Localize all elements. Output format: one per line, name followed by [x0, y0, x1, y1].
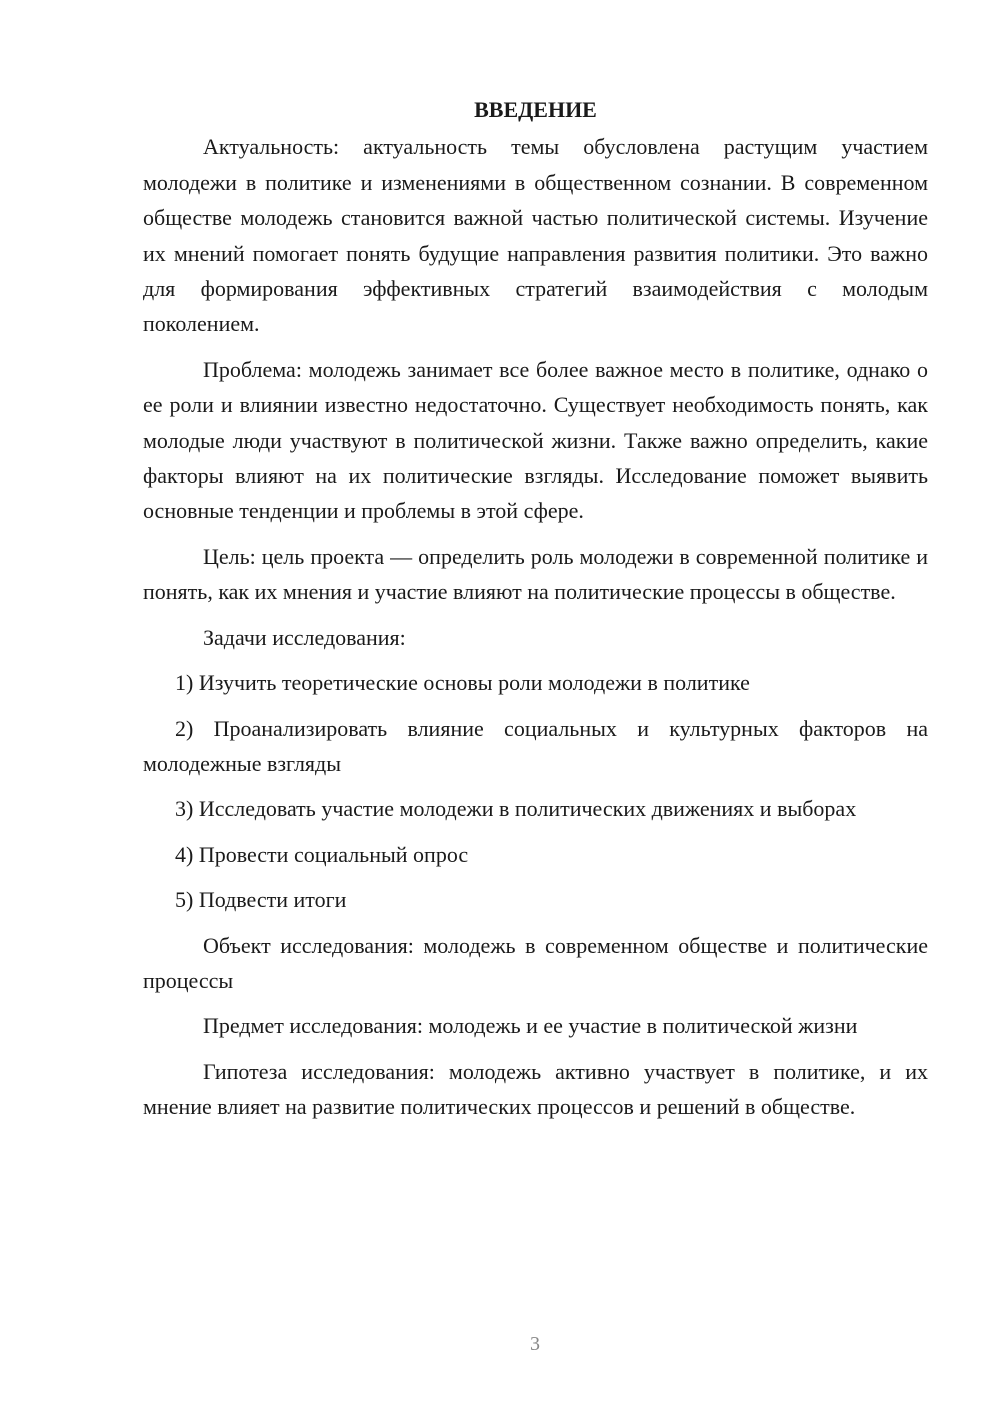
task-item-5: 5) Подвести итоги: [175, 887, 347, 913]
problem-paragraph: Проблема: молодежь занимает все более важное место в политике, однако о ее роли и влиянии известно недостаточно. Существует необходимость понять, как молодые люди участвуют в политической жизни. Также важно определить, какие факторы влияют на их политические взгляды. Исследование поможет выявить основные тенденции и проблемы в этой сфере.: [143, 356, 928, 524]
task-item-2: 2) Проанализировать влияние социальных и культурных факторов на молодежные взгляды: [143, 715, 928, 776]
page-number: 3: [530, 1333, 540, 1355]
tasks-heading: Задачи исследования:: [203, 624, 406, 650]
subject-paragraph: Предмет исследования: молодежь и ее участие в политической жизни: [203, 1013, 858, 1039]
goal-paragraph: Цель: цель проекта — определить роль молодежи в современной политике и понять, как их мнения и участие влияют на политические процессы в обществе.: [143, 543, 928, 605]
task-item-3: 3) Исследовать участие молодежи в политических движениях и выборах: [175, 796, 857, 822]
document-page: [143, 92, 928, 1135]
object-paragraph: Объект исследования: молодежь в современном обществе и политические процессы: [143, 932, 928, 993]
task-item-1: 1) Изучить теоретические основы роли молодежи в политике: [175, 670, 750, 696]
section-title: ВВЕДЕНИЕ: [474, 97, 597, 122]
hypothesis-paragraph: Гипотеза исследования: молодежь активно участвует в политике, и их мнение влияет на развитие политических процессов и решений в обществе.: [143, 1058, 928, 1120]
task-item-4: 4) Провести социальный опрос: [175, 841, 469, 867]
relevance-paragraph: Актуальность: актуальность темы обусловлена растущим участием молодежи в политике и изменениями в общественном сознании. В современном обществе молодежь становится важной частью политической системы. Изучение их мнений помогает понять будущие направления развития политики. Это важно для формирования эффективных стратегий взаимодействия с молодым поколением.: [143, 134, 928, 337]
